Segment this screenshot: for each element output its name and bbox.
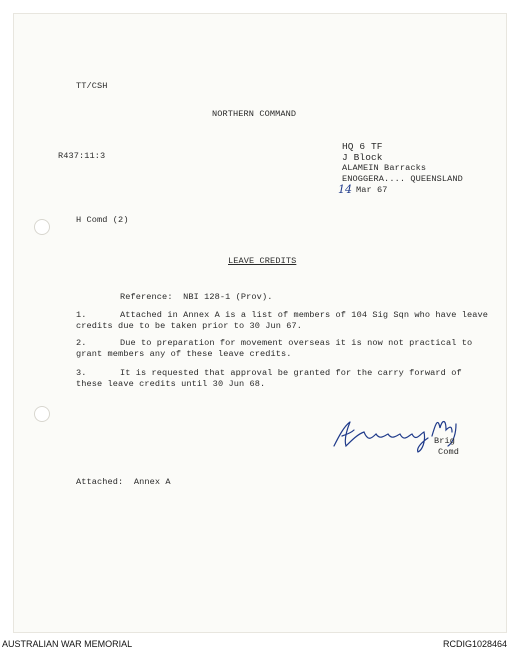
ref-top: TT/CSH (76, 81, 108, 91)
para-1-line-2: credits due to be taken prior to 30 Jun 67. (76, 321, 303, 331)
command-heading: NORTHERN COMMAND (212, 109, 297, 119)
para-2-line-2: grant members any of these leave credits. (76, 349, 292, 359)
para-1-number: 1. (76, 310, 87, 320)
address-line-2: J Block (342, 152, 383, 163)
para-3-line-2: these leave credits until 30 Jun 68. (76, 379, 266, 389)
para-2-line-1: Due to preparation for movement overseas it is now not practical to (120, 338, 473, 348)
punch-hole-bottom (34, 406, 50, 422)
punch-hole-top (34, 219, 50, 235)
address-line-3: ALAMEIN Barracks (342, 163, 427, 173)
para-3-line-1: It is requested that approval be granted for the carry forward of (120, 368, 462, 378)
footer-id: RCDIG1028464 (442, 639, 507, 649)
footer-institution: AUSTRALIAN WAR MEMORIAL (2, 639, 133, 649)
signature-role: Comd (438, 447, 460, 457)
signature-rank: Brig (434, 436, 456, 446)
para-3-number: 3. (76, 368, 87, 378)
address-line-1: HQ 6 TF (342, 141, 383, 152)
address-line-5: Mar 67 (356, 185, 388, 195)
para-2-number: 2. (76, 338, 87, 348)
attachment-line: Attached: Annex A (76, 477, 171, 487)
reference-line: Reference: NBI 128-1 (Prov). (120, 292, 273, 302)
para-1-line-1: Attached in Annex A is a list of members of 104 Sig Sqn who have leave (120, 310, 488, 320)
address-line-4: ENOGGERA.... QUEENSLAND (342, 174, 463, 184)
subject-heading: LEAVE CREDITS (228, 256, 297, 266)
recipient: H Comd (2) (76, 215, 129, 225)
file-reference: R437:11:3 (58, 151, 106, 161)
handwritten-date: 14 (338, 183, 352, 196)
